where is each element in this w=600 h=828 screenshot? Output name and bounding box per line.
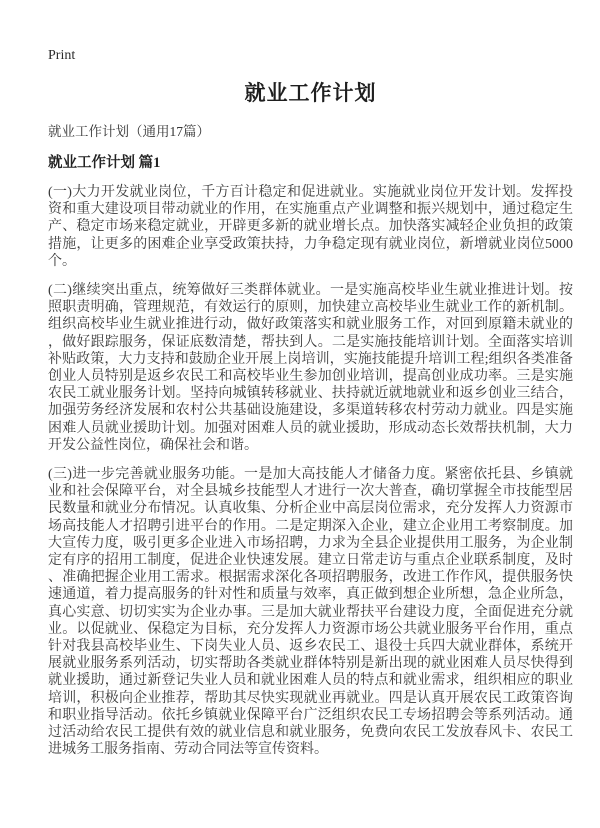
article-body bbox=[48, 184, 573, 759]
section-heading: 就业工作计划 篇1 bbox=[48, 155, 161, 171]
print-button[interactable]: Print bbox=[48, 48, 76, 63]
paragraph: (一)大力开发就业岗位，千方百计稳定和促进就业。实施就业岗位开发计划。发挥投资和重大建设项目带动就业的作用，在实施重点产业调整和振兴规划中，通过稳定生产、稳定市场来稳定就业，开辟更多新的就业增长点。加快落实减轻企业负担的政策措施，让更多的困难企业享受政策扶持，力争稳定现有就业岗位，新增就业岗位5000个。 bbox=[48, 185, 573, 269]
document-subtitle: 就业工作计划（通用17篇） bbox=[48, 124, 210, 139]
paragraph: (二)继续突出重点，统筹做好三类群体就业。一是实施高校毕业生就业推进计划。按照职责明确，管理规范，有效运行的原则，加快建立高校毕业生就业工作的新机制。组织高校毕业生就业推进行动，做好政策落实和就业服务工作，对回到原籍未就业的，做好跟踪服务，保证底数清楚，帮扶到人。二是实施技能培训计划。全面落实培训补贴政策，大力支持和鼓励企业开展上岗培训，实施技能提升培训工程;组织各类准备创业人员特别是返乡农民工和高校毕业生参加创业培训，提高创业成功率。三是实施农民工就业服务计划。坚持向城镇转移就业、扶持就近就地就业和返乡创业三结合，加强劳务经济发展和农村公共基础设施建设，多渠道转移农村劳动力就业。四是实施困难人员就业援助计划。加强对困难人员的就业援助，形成动态长效帮扶机制，大力开发公益性岗位，确保社会和谐。 bbox=[48, 283, 573, 453]
page-title: 就业工作计划 bbox=[244, 81, 377, 105]
paragraph: (三)进一步完善就业服务功能。一是加大高技能人才储备力度。紧密依托县、乡镇就业和社会保障平台，对全县城乡技能型人才进行一次大普查，确切掌握全市技能型居民数量和就业分布情况。认真收集、分析企业中高层岗位需求，充分发挥人力资源市场高技能人才招聘引进平台的作用。二是定期深入企业，建立企业用工考察制度。加大宣传力度，吸引更多企业进入市场招聘，力求为全县企业提供用工服务，为企业制定有序的招用工制度，促进企业快速发展。建立日常走访与重点企业联系制度，及时、准确把握企业用工需求。根据需求深化各项招聘服务，改进工作作风，提供服务快速通道，着力提高服务的针对性和质量与效率，真正做到想企业所想，急企业所急，真心实意、切切实实为企业办事。三是加大就业帮扶平台建设力度，全面促进充分就业。以促就业、保稳定为目标，充分发挥人力资源市场公共就业服务平台作用，重点针对我县高校毕业生、下岗失业人员、返乡农民工、退役士兵四大就业群体，系统开展就业服务系列活动，切实帮助各类就业群体特别是新出现的就业困难人员尽快得到就业援助，通过新登记失业人员和就业困难人员的特点和就业需求，组织相应的职业培训，积极向企业推荐，帮助其尽快实现就业再就业。四是认真开展农民工政策咨询和职业指导活动。依托乡镇就业保障平台广泛组织农民工专场招聘会等系列活动。通过活动给农民工提供有效的就业信息和就业服务，免费向农民工发放春风卡、农民工进城务工服务指南、劳动合同法等宣传资料。 bbox=[48, 467, 573, 758]
